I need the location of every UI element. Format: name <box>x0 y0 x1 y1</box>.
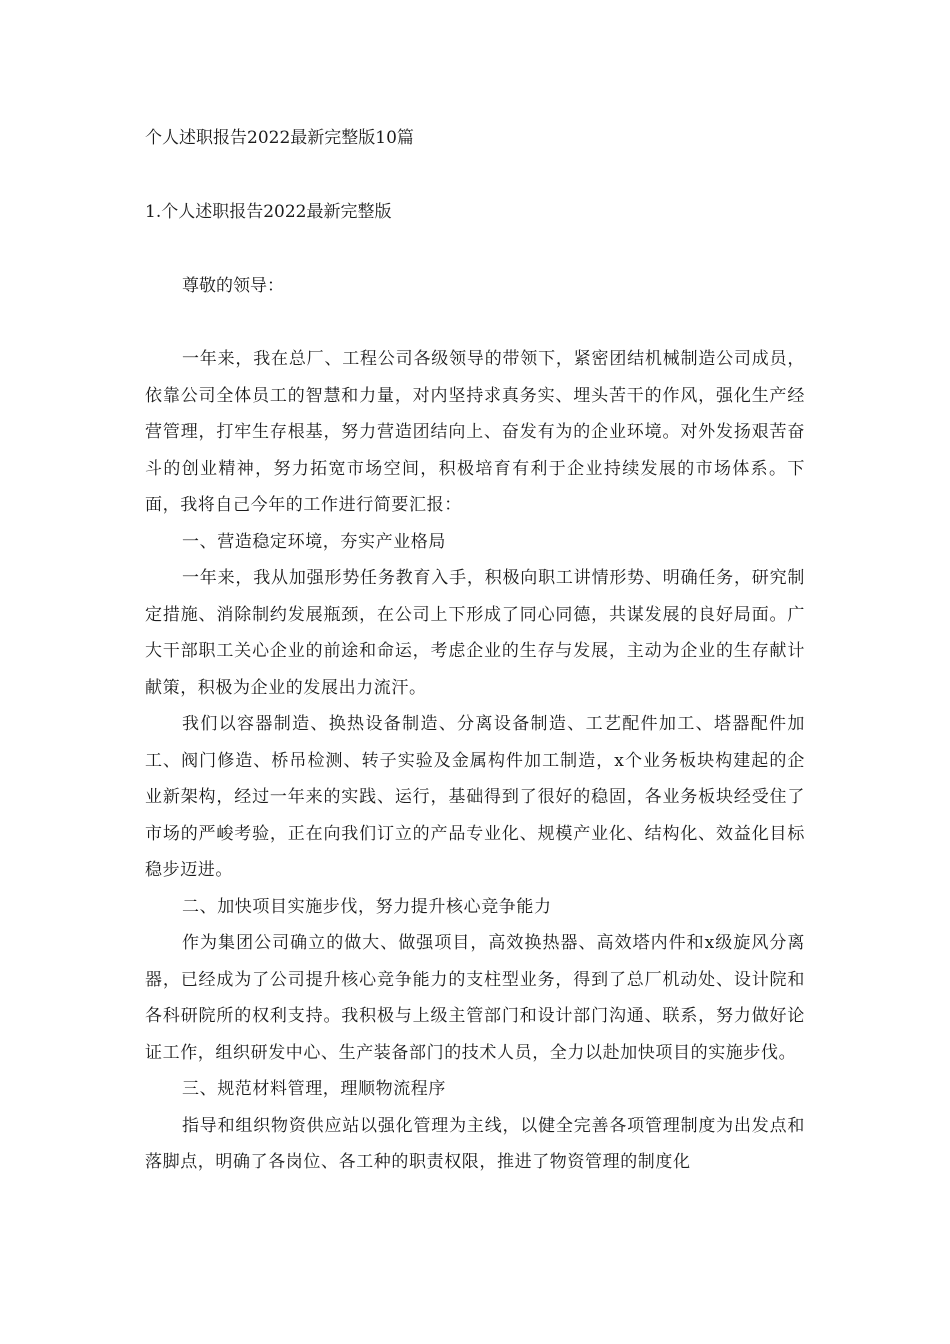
salutation: 尊敬的领导： <box>182 276 284 296</box>
section-heading: 二、加快项目实施步伐，努力提升核心竞争能力 <box>182 896 552 917</box>
document-title: 个人述职报告2022最新完整版10篇 <box>145 128 414 148</box>
paragraph: 作为集团公司确立的做大、做强项目，高效换热器、高效塔内件和x级旋风分离器，已经成为了公司提升核心竞争能力的支柱型业务，得到了总厂机动处、设计院和各科研院所的权利支持。我积极与上级主管部门和设计部门沟通、联系，努力做好论证工作，组织研发中心、生产装备部门的技术人员，全力以赴加快项目的实施步伐。 <box>145 933 805 1063</box>
paragraph: 我们以容器制造、换热设备制造、分离设备制造、工艺配件加工、塔器配件加工、阀门修造、桥吊检测、转子实验及金属构件加工制造，x个业务板块构建起的企业新架构，经过一年来的实践、运行，基础得到了很好的稳固，各业务板块经受住了市场的严峻考验，正在向我们订立的产品专业化、规模产业化、结构化、效益化目标稳步迈进。 <box>145 714 805 880</box>
document-body <box>145 341 805 1181</box>
section-heading: 一、营造稳定环境，夯实产业格局 <box>182 531 446 552</box>
paragraph: 指导和组织物资供应站以强化管理为主线，以健全完善各项管理制度为出发点和落脚点，明确了各岗位、各工种的职责权限，推进了物资管理的制度化 <box>145 1115 805 1172</box>
section-title: 1.个人述职报告2022最新完整版 <box>145 202 392 222</box>
section-heading: 三、规范材料管理，理顺物流程序 <box>182 1079 446 1099</box>
paragraph: 一年来，我从加强形势任务教育入手，积极向职工讲情形势、明确任务，研究制定措施、消除制约发展瓶颈，在公司上下形成了同心同德，共谋发展的良好局面。广大干部职工关心企业的前途和命运，考虑企业的生存与发展，主动为企业的生存献计献策，积极为企业的发展出力流汗。 <box>145 568 805 698</box>
paragraph: 一年来，我在总厂、工程公司各级领导的带领下，紧密团结机械制造公司成员，依靠公司全体员工的智慧和力量，对内坚持求真务实、埋头苦干的作风，强化生产经营管理，打牢生存根基，努力营造团结向上、奋发有为的企业环境。对外发扬艰苦奋斗的创业精神，努力拓宽市场空间，积极培育有利于企业持续发展的市场体系。下面，我将自己今年的工作进行简要汇报： <box>145 349 805 515</box>
